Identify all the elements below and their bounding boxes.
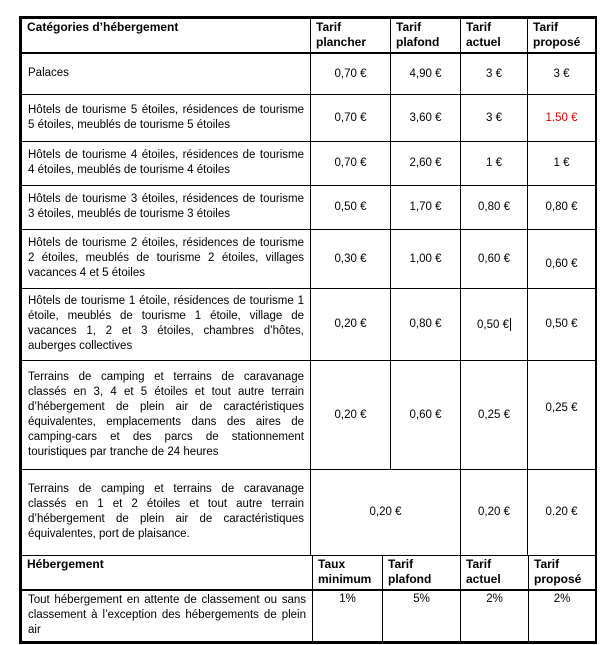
table-row-hotels-4-etoiles [22,141,596,185]
tarif-plancher-cell[interactable]: 0,70 € [311,53,391,94]
tarif-propose-cell[interactable]: 3 € [528,53,596,94]
header-tarif-propose[interactable]: Tarif proposé [528,19,596,54]
tarif-actuel-cell[interactable]: 3 € [461,94,528,141]
tarif-plafond-cell[interactable]: 4,90 € [391,53,461,94]
header-tarif-actuel[interactable]: Tarif actuel [461,19,528,54]
tarif-actuel-cell[interactable]: 3 € [461,53,528,94]
tarif-propose-cell[interactable]: 0,80 € [528,185,596,229]
tarif-plafond-cell[interactable]: 3,60 € [391,94,461,141]
categories-tariff-table [21,18,596,556]
tariff-table-document [19,16,597,644]
tarif-actuel-cell[interactable]: 0,25 € [461,360,528,469]
table-row-hotels-5-etoiles [22,94,596,141]
tarif-propose-cell[interactable]: 0,25 € [528,360,596,469]
header-tarif-plancher[interactable]: Tarif plancher [311,19,391,54]
tarif-plafond-cell[interactable]: 1,70 € [391,185,461,229]
tarif-plafond-cell[interactable]: 0,60 € [391,360,461,469]
tarif-plancher-cell[interactable]: 0,20 € [311,360,391,469]
tarif-plafond-cell[interactable]: 1,00 € [391,229,461,288]
tarif-plancher-plafond-merged-cell[interactable]: 0,20 € [311,469,461,555]
tarif-propose-cell[interactable]: 0,60 € [528,229,596,288]
category-cell[interactable]: Terrains de camping et terrains de caravanage classés en 1 et 2 étoiles et tout autre terrain d’hébergement de plein air de caractéristiques équivalentes, port de plaisance. [22,469,311,555]
tarif-plancher-cell[interactable]: 0,70 € [311,94,391,141]
tarif-actuel-cell[interactable]: 0,20 € [461,469,528,555]
header-tarif-propose[interactable]: Tarif proposé [529,556,596,590]
category-cell[interactable]: Terrains de camping et terrains de caravanage classés en 3, 4 et 5 étoiles et tout autre terrain d’hébergement de plein air de caractéristiques équivalentes, emplacements dans des aires de camping-cars et des parcs de stationnement touristiques par tranche de 24 heures [22,360,311,469]
tarif-propose-cell[interactable]: 0.20 € [528,469,596,555]
table-row-hotels-3-etoiles [22,185,596,229]
tarif-plancher-cell[interactable]: 0,70 € [311,141,391,185]
tarif-propose-cell-highlighted[interactable]: 1.50 € [528,94,596,141]
category-cell[interactable]: Hôtels de tourisme 1 étoile, résidences de tourisme 1 étoile, meublés de tourisme 1 étoile, village de vacances 1, 2 et 3 étoiles, chambres d’hôtes, auberges collectives [22,288,311,360]
table-row-sans-classement [22,590,596,642]
tarif-actuel-cell[interactable]: 2% [461,590,529,642]
table-row-camping-1-2-etoiles [22,469,596,555]
table-header-row [22,19,596,54]
tarif-actuel-cell[interactable]: 1 € [461,141,528,185]
category-cell[interactable]: Tout hébergement en attente de classement ou sans classement à l’exception des hébergements de plein air [22,590,313,642]
tarif-plafond-cell[interactable]: 0,80 € [391,288,461,360]
tarif-plancher-cell[interactable]: 0,30 € [311,229,391,288]
header-hebergement[interactable]: Hébergement [22,556,313,590]
header-tarif-plafond[interactable]: Tarif plafond [391,19,461,54]
category-cell[interactable]: Hôtels de tourisme 5 étoiles, résidences de tourisme 5 étoiles, meublés de tourisme 5 étoiles [22,94,311,141]
category-cell[interactable]: Hôtels de tourisme 4 étoiles, résidences de tourisme 4 étoiles, meublés de tourisme 4 étoiles [22,141,311,185]
text-cursor [510,318,511,331]
category-cell[interactable]: Hôtels de tourisme 2 étoiles, résidences de tourisme 2 étoiles, meublés de tourisme 2 étoiles, villages vacances 4 et 5 étoiles [22,229,311,288]
tarif-plafond-cell[interactable]: 5% [383,590,461,642]
header-taux-minimum[interactable]: Taux minimum [313,556,383,590]
tarif-propose-cell[interactable]: 2% [529,590,596,642]
taux-minimum-cell[interactable]: 1% [313,590,383,642]
table-row-hotels-2-etoiles [22,229,596,288]
table-row-hotels-1-etoile [22,288,596,360]
header-tarif-actuel[interactable]: Tarif actuel [461,556,529,590]
header-tarif-plafond[interactable]: Tarif plafond [383,556,461,590]
tarif-plancher-cell[interactable]: 0,50 € [311,185,391,229]
tarif-plafond-cell[interactable]: 2,60 € [391,141,461,185]
tarif-actuel-cell[interactable]: 0,80 € [461,185,528,229]
tarif-plancher-cell[interactable]: 0,20 € [311,288,391,360]
table-row-palaces [22,53,596,94]
tarif-actuel-cell[interactable] [461,288,528,360]
tarif-actuel-cell[interactable]: 0,60 € [461,229,528,288]
category-cell[interactable]: Hôtels de tourisme 3 étoiles, résidences de tourisme 3 étoiles, meublés de tourisme 3 étoiles [22,185,311,229]
hebergement-table [21,556,596,642]
header-categories[interactable]: Catégories d’hébergement [22,19,311,54]
hebergement-header-row [22,556,596,590]
category-cell[interactable]: Palaces [22,53,311,94]
tarif-actuel-value: 0,50 € [477,318,509,331]
tarif-propose-cell[interactable]: 1 € [528,141,596,185]
tarif-propose-cell[interactable]: 0,50 € [528,288,596,360]
table-row-camping-3-4-5-etoiles [22,360,596,469]
